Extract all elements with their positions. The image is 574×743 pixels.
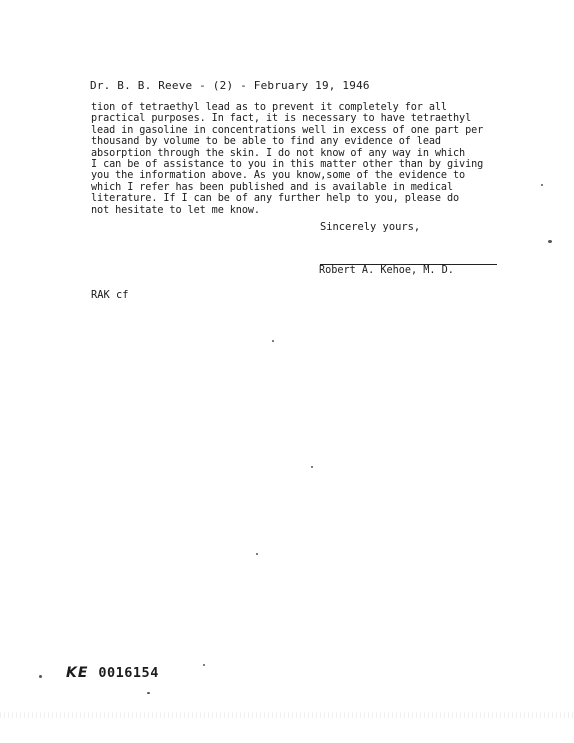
body-line: thousand by volume to be able to find any evidence of lead <box>91 136 441 148</box>
scan-speck <box>147 692 150 694</box>
body-line: not hesitate to let me know. <box>91 204 260 216</box>
scan-speck <box>311 466 313 468</box>
scan-speck <box>39 675 42 678</box>
body-line: I can be of assistance to you in this matter other than by giving <box>91 159 484 171</box>
scan-speck <box>256 553 258 555</box>
letter-body <box>91 102 531 216</box>
body-line: absorption through the skin. I do not know of any way in which <box>91 147 466 159</box>
bates-stamp <box>66 665 159 681</box>
letter-closing: Sincerely yours, <box>320 221 421 233</box>
bates-number: 0016154 <box>98 665 159 681</box>
body-line: lead in gasoline in concentrations well in excess of one part per <box>91 124 484 136</box>
body-line: tion of tetraethyl lead as to prevent it completely for all <box>91 102 447 113</box>
body-line: practical purposes. In fact, it is necessary to have tetraethyl <box>91 113 472 125</box>
signature-name: Robert A. Kehoe, M. D. <box>319 265 454 276</box>
body-line: literature. If I can be of any further help to you, please do <box>91 193 460 205</box>
scan-speck <box>203 664 205 666</box>
scan-speck <box>272 340 274 342</box>
body-line: which I refer has been published and is available in medical <box>91 181 454 193</box>
scan-speck <box>541 184 543 186</box>
bates-prefix: KE <box>66 665 89 681</box>
typist-initials: RAK cf <box>91 289 129 301</box>
letter-header: Dr. B. B. Reeve - (2) - February 19, 1946 <box>90 79 370 92</box>
scan-speck <box>548 240 552 243</box>
body-line: you the information above. As you know,some of the evidence to <box>91 170 466 182</box>
scan-noise-band <box>0 712 574 718</box>
